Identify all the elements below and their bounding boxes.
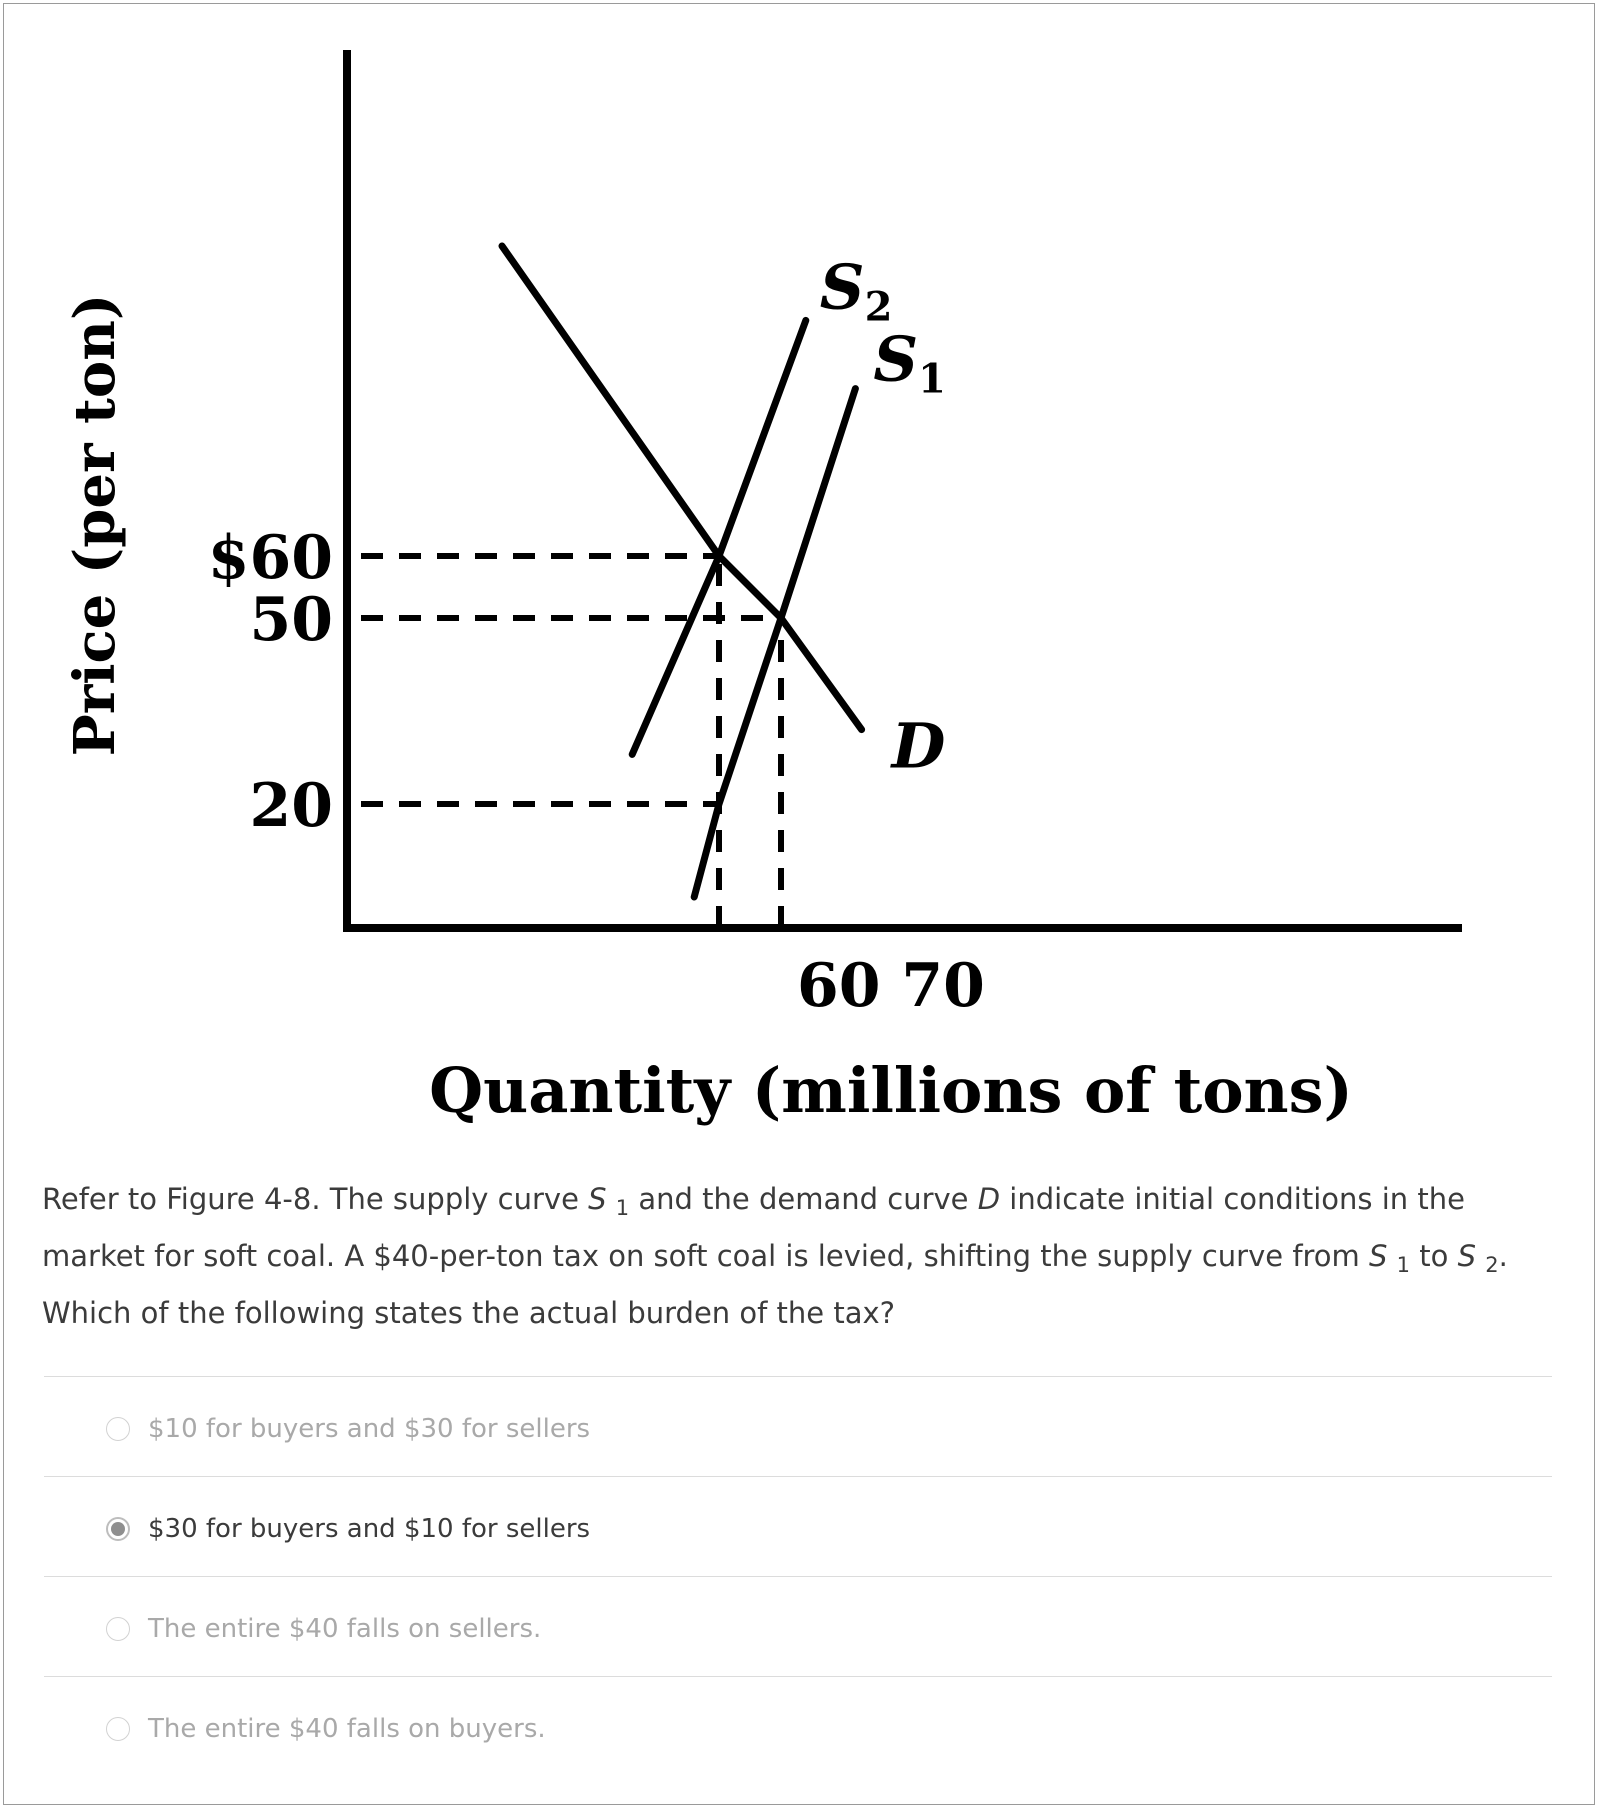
divider bbox=[44, 1676, 1552, 1677]
radio-button[interactable] bbox=[106, 1417, 130, 1441]
answer-label: The entire $40 falls on buyers. bbox=[148, 1714, 546, 1744]
divider bbox=[44, 1376, 1552, 1377]
x-tick-label: 60 bbox=[797, 951, 881, 1021]
y-axis-title: Price (per ton) bbox=[62, 293, 128, 757]
divider bbox=[44, 1576, 1552, 1577]
curve-label-s1 bbox=[873, 323, 946, 403]
answer-label: $10 for buyers and $30 for sellers bbox=[148, 1414, 591, 1444]
answer-option-4[interactable] bbox=[44, 1680, 1552, 1778]
x-tick-label: 70 bbox=[880, 951, 985, 1021]
curve-label-letter: S bbox=[819, 250, 865, 324]
y-tick-label: $60 bbox=[207, 523, 333, 593]
curve-label-letter: D bbox=[891, 709, 946, 783]
answer-label: The entire $40 falls on sellers. bbox=[148, 1614, 542, 1644]
radio-button[interactable] bbox=[106, 1717, 130, 1741]
answer-label: $30 for buyers and $10 for sellers bbox=[148, 1514, 591, 1544]
curve-label-s2 bbox=[820, 250, 893, 330]
curve-label-subscript: 1 bbox=[918, 355, 947, 403]
x-axis-title: Quantity (millions of tons) bbox=[429, 1054, 1353, 1127]
answer-option-2[interactable] bbox=[44, 1480, 1552, 1578]
divider bbox=[44, 1476, 1552, 1477]
answer-option-1[interactable] bbox=[44, 1380, 1552, 1478]
radio-button[interactable] bbox=[106, 1517, 130, 1541]
curve-label-letter: S bbox=[873, 322, 919, 396]
y-tick-label: 20 bbox=[249, 771, 333, 841]
curve-label-subscript: 2 bbox=[864, 283, 893, 331]
curve-label-d bbox=[890, 710, 946, 783]
x-tick-labels bbox=[797, 951, 985, 1021]
y-tick-label: 50 bbox=[249, 585, 333, 655]
answer-option-3[interactable] bbox=[44, 1580, 1552, 1678]
radio-button[interactable] bbox=[106, 1617, 130, 1641]
question-text: Refer to Figure 4-8. The supply curve S $_1$ and the demand curve D indicate initial conditions in the market for soft coal. A $40-per-ton tax on soft coal is levied, shifting the supply curve from S $_1$ to S $_2$. Which of the following states the actual burden of the tax? bbox=[42, 1182, 1508, 1330]
